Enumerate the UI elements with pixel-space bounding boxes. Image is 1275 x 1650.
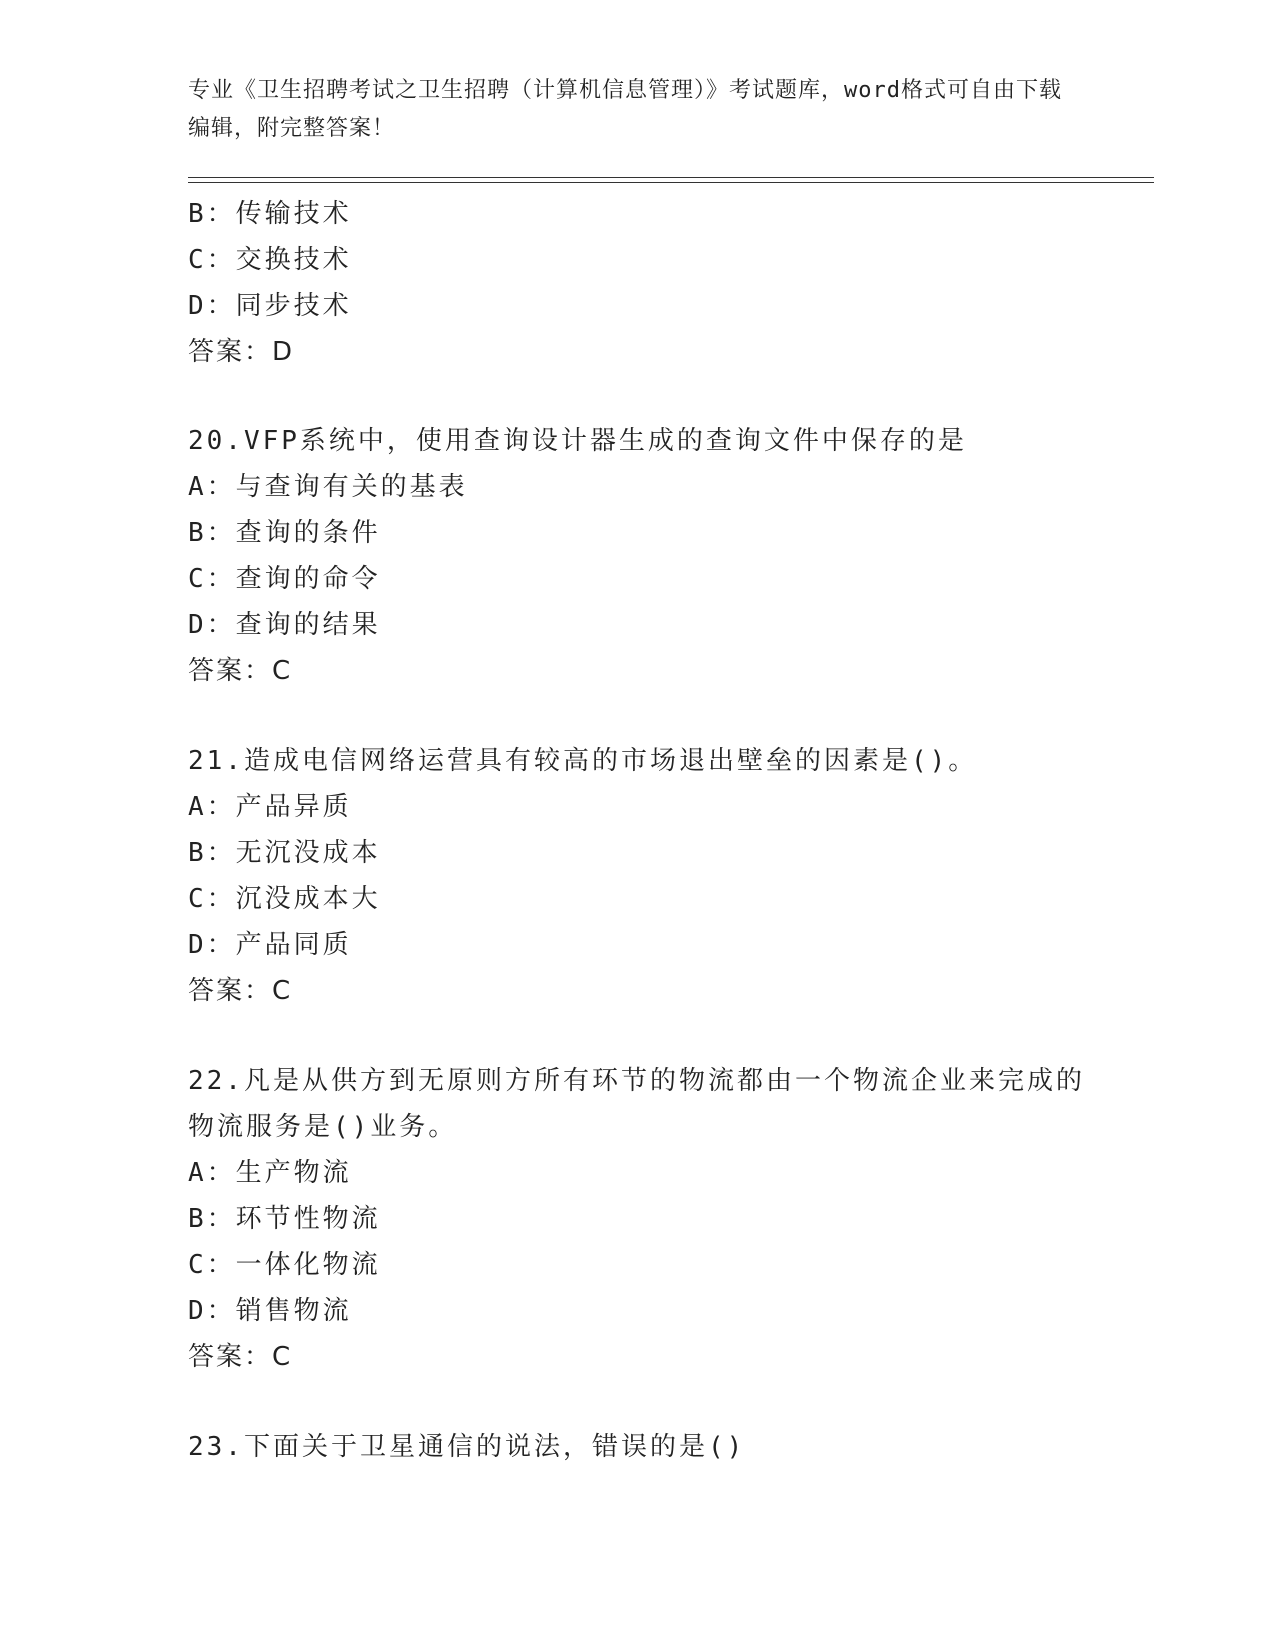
answer-value: D — [272, 337, 295, 367]
option-c: C：一体化物流 — [188, 1250, 381, 1280]
answer-value: C — [272, 976, 293, 1006]
question-stem: 20.VFP系统中，使用查询设计器生成的查询文件中保存的是 — [188, 426, 967, 456]
answer-line — [188, 329, 1108, 375]
option-a: A：生产物流 — [188, 1158, 352, 1188]
answer-value: C — [272, 656, 293, 686]
answer-label: 答案： — [188, 656, 273, 686]
answer-label: 答案： — [188, 976, 273, 1006]
option-c: C：交换技术 — [188, 245, 352, 275]
option-c: C：查询的命令 — [188, 564, 381, 594]
question-stem: 23.下面关于卫星通信的说法，错误的是() — [188, 1432, 746, 1462]
question-fragment — [188, 191, 1108, 375]
option-d: D：产品同质 — [188, 930, 352, 960]
option-a: A：产品异质 — [188, 792, 352, 822]
header-text: 专业《卫生招聘考试之卫生招聘（计算机信息管理）》考试题库，word格式可自由下载编辑，附完整答案！ — [188, 78, 1062, 141]
question-23 — [188, 1424, 1108, 1470]
option-b: B：查询的条件 — [188, 518, 381, 548]
option-d: D：查询的结果 — [188, 610, 381, 640]
option-d: D：销售物流 — [188, 1296, 352, 1326]
header-divider-double — [188, 182, 1154, 183]
option-b: B：传输技术 — [188, 199, 352, 229]
option-a: A：与查询有关的基表 — [188, 472, 468, 502]
answer-label: 答案： — [188, 337, 273, 367]
answer-line — [188, 648, 1108, 694]
answer-line — [188, 1334, 1088, 1380]
question-stem: 21.造成电信网络运营具有较高的市场退出壁垒的因素是()。 — [188, 746, 978, 776]
answer-value: C — [272, 1342, 293, 1372]
document-header — [188, 72, 1068, 148]
answer-line — [188, 968, 1108, 1014]
option-b: B：无沉没成本 — [188, 838, 381, 868]
question-21 — [188, 738, 1108, 1014]
header-divider — [188, 177, 1154, 178]
option-b: B：环节性物流 — [188, 1204, 381, 1234]
question-22 — [188, 1058, 1088, 1380]
answer-label: 答案： — [188, 1342, 273, 1372]
option-d: D：同步技术 — [188, 291, 352, 321]
option-c: C：沉没成本大 — [188, 884, 381, 914]
question-stem: 22.凡是从供方到无原则方所有环节的物流都由一个物流企业来完成的物流服务是()业务。 — [188, 1066, 1085, 1142]
question-20 — [188, 418, 1108, 694]
